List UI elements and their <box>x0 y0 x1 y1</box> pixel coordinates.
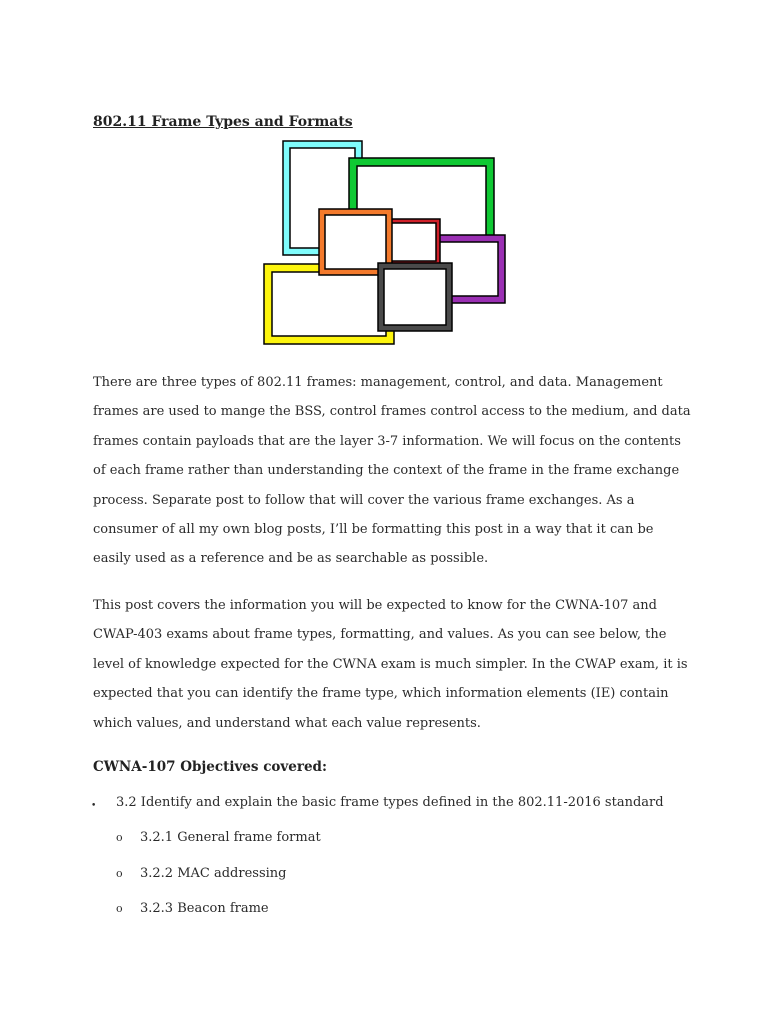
list-item-text: 3.2 Identify and explain the basic frame types defined in the 802.11-2016 standard <box>116 795 664 810</box>
objectives-heading: CWNA-107 Objectives covered: <box>93 759 327 775</box>
red-frame <box>386 219 440 265</box>
sub-bullet-marker: o <box>116 902 123 915</box>
bullet-marker: • <box>91 801 97 811</box>
yellow-frame <box>264 264 394 344</box>
overlapping-frames-illustration <box>258 134 514 352</box>
sub-bullet-marker: o <box>116 831 123 844</box>
paragraph-frame-types: There are three types of 802.11 frames: management, control, and data. Management frames are used to mange the BSS, control frames control access to the medium, and data frames contain payloads that are the layer 3-7 information. We will focus on the contents of each frame rather than understanding the context of the frame in the frame exchange process. Separate post to follow that will cover the various frame exchanges. As a consumer of all my own blog posts, I’ll be formatting this post in a way that it can be easily used as a reference and be as searchable as possible. <box>93 375 691 567</box>
sub-bullet-marker: o <box>116 867 123 880</box>
list-item-text: 3.2.2 MAC addressing <box>140 866 287 881</box>
list-item-text: 3.2.3 Beacon frame <box>140 901 269 916</box>
list-item-text: 3.2.1 General frame format <box>140 830 321 845</box>
paragraph-exam-coverage: This post covers the information you will be expected to know for the CWNA-107 and CWAP-403 exams about frame types, formatting, and values. As you can see below, the level of knowledge expected for the CWNA exam is much simpler. In the CWAP exam, it is expected that you can identify the frame type, which information elements (IE) contain which values, and understand what each value represents. <box>93 598 688 731</box>
document-heading: 802.11 Frame Types and Formats <box>93 114 353 130</box>
gray-frame <box>378 263 452 331</box>
